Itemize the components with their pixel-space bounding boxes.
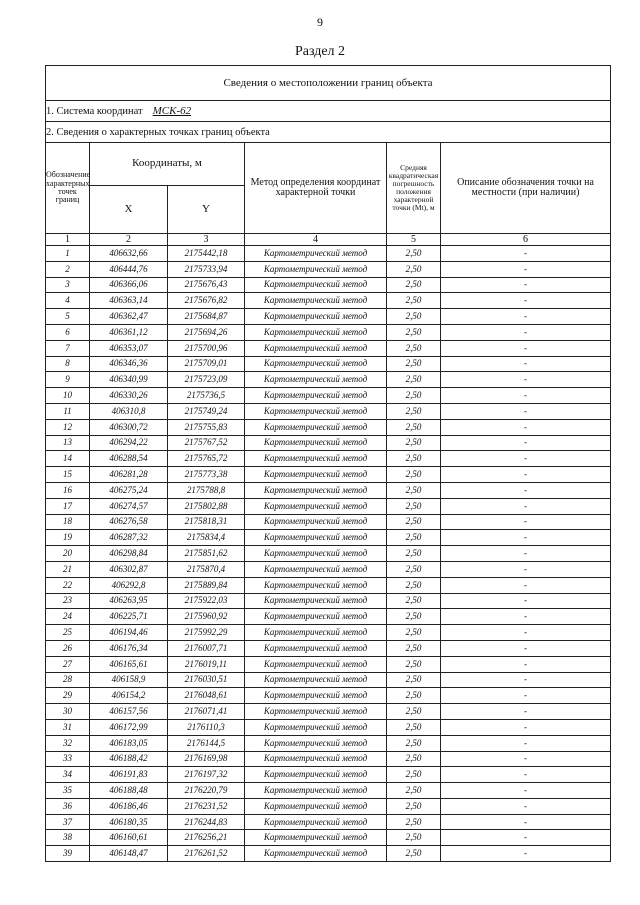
cell-coord-x: 406300,72 (90, 419, 168, 435)
cell-coord-x: 406444,76 (90, 261, 168, 277)
cell-coord-y: 2175767,52 (168, 435, 245, 451)
cell-description: - (441, 798, 611, 814)
cell-description: - (441, 261, 611, 277)
cell-coord-y: 2175755,83 (168, 419, 245, 435)
cell-point-number: 9 (46, 372, 90, 388)
cell-description: - (441, 309, 611, 325)
cell-point-number: 6 (46, 324, 90, 340)
cell-coord-y: 2175922,03 (168, 593, 245, 609)
cell-accuracy: 2,50 (387, 340, 441, 356)
table-row (46, 830, 611, 846)
cell-coord-x: 406346,36 (90, 356, 168, 372)
cell-description: - (441, 561, 611, 577)
cell-method: Картометрический метод (245, 688, 387, 704)
cell-point-number: 15 (46, 467, 90, 483)
cell-description: - (441, 293, 611, 309)
cell-point-number: 29 (46, 688, 90, 704)
table-row (46, 767, 611, 783)
cell-method: Картометрический метод (245, 435, 387, 451)
table-row (46, 324, 611, 340)
header-accuracy: Средняя квадратическая погрешность положения характерной точки (Mt), м (387, 143, 441, 234)
cell-method: Картометрический метод (245, 656, 387, 672)
cell-method: Картометрический метод (245, 561, 387, 577)
cell-description: - (441, 340, 611, 356)
cell-description: - (441, 482, 611, 498)
cell-method: Картометрический метод (245, 830, 387, 846)
cell-method: Картометрический метод (245, 498, 387, 514)
cell-coord-y: 2175802,88 (168, 498, 245, 514)
cell-coord-y: 2176048,61 (168, 688, 245, 704)
cell-description: - (441, 672, 611, 688)
cell-point-number: 20 (46, 546, 90, 562)
cell-method: Картометрический метод (245, 593, 387, 609)
cell-description: - (441, 498, 611, 514)
cell-description: - (441, 403, 611, 419)
cell-accuracy: 2,50 (387, 388, 441, 404)
cell-method: Картометрический метод (245, 356, 387, 372)
cell-coord-y: 2175442,18 (168, 246, 245, 262)
table-row (46, 561, 611, 577)
cell-coord-x: 406353,07 (90, 340, 168, 356)
cell-method: Картометрический метод (245, 419, 387, 435)
cell-method: Картометрический метод (245, 672, 387, 688)
cell-coord-x: 406148,47 (90, 846, 168, 862)
table-row (46, 261, 611, 277)
table-title: Сведения о местоположении границ объекта (46, 66, 611, 101)
cell-coord-x: 406188,42 (90, 751, 168, 767)
cell-coord-y: 2176231,52 (168, 798, 245, 814)
cell-method: Картометрический метод (245, 783, 387, 799)
cell-coord-y: 2176261,52 (168, 846, 245, 862)
cell-point-number: 16 (46, 482, 90, 498)
cell-accuracy: 2,50 (387, 688, 441, 704)
cell-point-number: 17 (46, 498, 90, 514)
cell-point-number: 21 (46, 561, 90, 577)
table-row (46, 688, 611, 704)
cell-description: - (441, 609, 611, 625)
cell-coord-x: 406310,8 (90, 403, 168, 419)
cell-description: - (441, 735, 611, 751)
cell-accuracy: 2,50 (387, 656, 441, 672)
cell-description: - (441, 704, 611, 720)
cell-point-number: 1 (46, 246, 90, 262)
cell-point-number: 30 (46, 704, 90, 720)
cell-accuracy: 2,50 (387, 246, 441, 262)
column-number: 1 (46, 234, 90, 246)
cell-coord-y: 2175733,94 (168, 261, 245, 277)
cell-coord-y: 2175676,43 (168, 277, 245, 293)
cell-method: Картометрический метод (245, 719, 387, 735)
cell-coord-y: 2175870,4 (168, 561, 245, 577)
cell-method: Картометрический метод (245, 246, 387, 262)
cell-accuracy: 2,50 (387, 798, 441, 814)
cell-accuracy: 2,50 (387, 593, 441, 609)
cell-coord-x: 406191,83 (90, 767, 168, 783)
page-number: 9 (317, 15, 323, 29)
cell-description: - (441, 372, 611, 388)
cell-description: - (441, 688, 611, 704)
column-number: 2 (90, 234, 168, 246)
cell-description: - (441, 451, 611, 467)
table-row (46, 451, 611, 467)
header-point-number: Обозначение характерных точек границ (46, 143, 90, 234)
table-row (46, 356, 611, 372)
cell-accuracy: 2,50 (387, 482, 441, 498)
cell-accuracy: 2,50 (387, 625, 441, 641)
cell-method: Картометрический метод (245, 451, 387, 467)
table-row (46, 309, 611, 325)
cell-point-number: 35 (46, 783, 90, 799)
cell-method: Картометрический метод (245, 388, 387, 404)
cell-coord-x: 406362,47 (90, 309, 168, 325)
cell-coord-y: 2176144,5 (168, 735, 245, 751)
header-x: X (90, 186, 168, 234)
table-row (46, 403, 611, 419)
cell-point-number: 3 (46, 277, 90, 293)
table-row (46, 751, 611, 767)
cell-description: - (441, 388, 611, 404)
cell-description: - (441, 277, 611, 293)
table-row (46, 514, 611, 530)
cell-method: Картометрический метод (245, 546, 387, 562)
cell-coord-x: 406275,24 (90, 482, 168, 498)
cell-accuracy: 2,50 (387, 293, 441, 309)
cell-accuracy: 2,50 (387, 324, 441, 340)
cell-method: Картометрический метод (245, 277, 387, 293)
cell-accuracy: 2,50 (387, 577, 441, 593)
cell-coord-x: 406154,2 (90, 688, 168, 704)
cell-point-number: 18 (46, 514, 90, 530)
cell-coord-y: 2175684,87 (168, 309, 245, 325)
cell-accuracy: 2,50 (387, 403, 441, 419)
cell-method: Картометрический метод (245, 403, 387, 419)
cell-coord-y: 2175709,01 (168, 356, 245, 372)
cell-point-number: 24 (46, 609, 90, 625)
cell-description: - (441, 467, 611, 483)
cell-method: Картометрический метод (245, 735, 387, 751)
cell-accuracy: 2,50 (387, 735, 441, 751)
cell-description: - (441, 846, 611, 862)
cell-description: - (441, 419, 611, 435)
header-description: Описание обозначения точки на местности (при наличии) (441, 143, 611, 234)
cell-accuracy: 2,50 (387, 609, 441, 625)
cell-accuracy: 2,50 (387, 704, 441, 720)
cell-point-number: 28 (46, 672, 90, 688)
cell-accuracy: 2,50 (387, 372, 441, 388)
cell-coord-y: 2175960,92 (168, 609, 245, 625)
cell-method: Картометрический метод (245, 467, 387, 483)
column-number: 4 (245, 234, 387, 246)
table-row (46, 609, 611, 625)
table-row (46, 435, 611, 451)
table-row (46, 467, 611, 483)
cell-accuracy: 2,50 (387, 846, 441, 862)
cell-coord-y: 2175765,72 (168, 451, 245, 467)
cell-description: - (441, 767, 611, 783)
cell-coord-y: 2175788,8 (168, 482, 245, 498)
cell-point-number: 11 (46, 403, 90, 419)
table-row (46, 530, 611, 546)
column-numbers-row (46, 234, 611, 246)
coord-system-value: МСК-62 (152, 105, 192, 117)
table-row (46, 577, 611, 593)
cell-point-number: 10 (46, 388, 90, 404)
table-row (46, 798, 611, 814)
cell-coord-y: 2175851,62 (168, 546, 245, 562)
cell-accuracy: 2,50 (387, 751, 441, 767)
cell-description: - (441, 719, 611, 735)
cell-accuracy: 2,50 (387, 435, 441, 451)
cell-point-number: 23 (46, 593, 90, 609)
cell-accuracy: 2,50 (387, 640, 441, 656)
cell-point-number: 5 (46, 309, 90, 325)
cell-accuracy: 2,50 (387, 530, 441, 546)
cell-method: Картометрический метод (245, 704, 387, 720)
column-number: 3 (168, 234, 245, 246)
cell-point-number: 38 (46, 830, 90, 846)
cell-accuracy: 2,50 (387, 356, 441, 372)
cell-coord-x: 406281,28 (90, 467, 168, 483)
table-row (46, 593, 611, 609)
table-row (46, 719, 611, 735)
cell-coord-x: 406276,58 (90, 514, 168, 530)
cell-point-number: 26 (46, 640, 90, 656)
cell-accuracy: 2,50 (387, 419, 441, 435)
cell-method: Картометрический метод (245, 814, 387, 830)
cell-method: Картометрический метод (245, 482, 387, 498)
table-row (46, 293, 611, 309)
cell-description: - (441, 814, 611, 830)
cell-accuracy: 2,50 (387, 514, 441, 530)
cell-method: Картометрический метод (245, 514, 387, 530)
cell-coord-y: 2175834,4 (168, 530, 245, 546)
table-row (46, 846, 611, 862)
cell-coord-x: 406302,87 (90, 561, 168, 577)
cell-point-number: 4 (46, 293, 90, 309)
cell-description: - (441, 577, 611, 593)
cell-coord-x: 406225,71 (90, 609, 168, 625)
cell-coord-y: 2175773,38 (168, 467, 245, 483)
cell-coord-y: 2176256,21 (168, 830, 245, 846)
cell-method: Картометрический метод (245, 261, 387, 277)
cell-accuracy: 2,50 (387, 830, 441, 846)
cell-point-number: 2 (46, 261, 90, 277)
cell-accuracy: 2,50 (387, 451, 441, 467)
table-row (46, 340, 611, 356)
cell-coord-y: 2175700,96 (168, 340, 245, 356)
cell-description: - (441, 435, 611, 451)
header-method: Метод определения координат характерной точки (245, 143, 387, 234)
cell-point-number: 32 (46, 735, 90, 751)
cell-coord-x: 406183,05 (90, 735, 168, 751)
cell-method: Картометрический метод (245, 609, 387, 625)
cell-coord-y: 2176019,11 (168, 656, 245, 672)
cell-point-number: 22 (46, 577, 90, 593)
cell-accuracy: 2,50 (387, 719, 441, 735)
cell-coord-y: 2175749,24 (168, 403, 245, 419)
cell-point-number: 19 (46, 530, 90, 546)
table-row (46, 735, 611, 751)
cell-description: - (441, 751, 611, 767)
cell-description: - (441, 830, 611, 846)
cell-coord-x: 406180,35 (90, 814, 168, 830)
cell-description: - (441, 530, 611, 546)
cell-coord-x: 406158,9 (90, 672, 168, 688)
cell-coord-x: 406186,46 (90, 798, 168, 814)
table-row (46, 388, 611, 404)
table-row (46, 640, 611, 656)
cell-description: - (441, 246, 611, 262)
cell-coord-x: 406294,22 (90, 435, 168, 451)
cell-point-number: 25 (46, 625, 90, 641)
coord-system-label: 1. Система координат (46, 106, 143, 117)
table-row (46, 783, 611, 799)
table-row (46, 814, 611, 830)
cell-coord-x: 406160,61 (90, 830, 168, 846)
cell-coord-x: 406298,84 (90, 546, 168, 562)
cell-point-number: 34 (46, 767, 90, 783)
cell-coord-x: 406274,57 (90, 498, 168, 514)
cell-accuracy: 2,50 (387, 767, 441, 783)
cell-method: Картометрический метод (245, 640, 387, 656)
cell-accuracy: 2,50 (387, 261, 441, 277)
cell-accuracy: 2,50 (387, 561, 441, 577)
table-row (46, 277, 611, 293)
cell-description: - (441, 356, 611, 372)
section-title: Раздел 2 (294, 44, 346, 59)
column-number: 5 (387, 234, 441, 246)
cell-point-number: 33 (46, 751, 90, 767)
cell-description: - (441, 514, 611, 530)
cell-coord-y: 2175736,5 (168, 388, 245, 404)
table-row (46, 672, 611, 688)
cell-coord-x: 406340,99 (90, 372, 168, 388)
cell-accuracy: 2,50 (387, 277, 441, 293)
cell-point-number: 27 (46, 656, 90, 672)
cell-description: - (441, 546, 611, 562)
cell-description: - (441, 640, 611, 656)
cell-point-number: 36 (46, 798, 90, 814)
cell-coord-y: 2175694,26 (168, 324, 245, 340)
cell-coord-x: 406330,26 (90, 388, 168, 404)
cell-description: - (441, 593, 611, 609)
cell-point-number: 14 (46, 451, 90, 467)
cell-coord-x: 406361,12 (90, 324, 168, 340)
header-coordinates: Координаты, м (90, 143, 245, 186)
cell-point-number: 12 (46, 419, 90, 435)
cell-method: Картометрический метод (245, 530, 387, 546)
cell-coord-x: 406165,61 (90, 656, 168, 672)
table-row (46, 372, 611, 388)
cell-method: Картометрический метод (245, 324, 387, 340)
header-y: Y (168, 186, 245, 234)
table-row (46, 482, 611, 498)
cell-coord-x: 406292,8 (90, 577, 168, 593)
table-row (46, 419, 611, 435)
cell-point-number: 7 (46, 340, 90, 356)
cell-coord-x: 406363,14 (90, 293, 168, 309)
cell-coord-x: 406632,66 (90, 246, 168, 262)
cell-method: Картометрический метод (245, 340, 387, 356)
cell-point-number: 37 (46, 814, 90, 830)
cell-coord-x: 406287,32 (90, 530, 168, 546)
cell-coord-y: 2175818,31 (168, 514, 245, 530)
cell-method: Картометрический метод (245, 625, 387, 641)
cell-method: Картометрический метод (245, 309, 387, 325)
table-row (46, 656, 611, 672)
cell-coord-y: 2176110,3 (168, 719, 245, 735)
cell-accuracy: 2,50 (387, 309, 441, 325)
cell-coord-y: 2176244,83 (168, 814, 245, 830)
cell-coord-y: 2175723,09 (168, 372, 245, 388)
cell-accuracy: 2,50 (387, 467, 441, 483)
cell-point-number: 8 (46, 356, 90, 372)
cell-coord-y: 2176071,41 (168, 704, 245, 720)
table-row (46, 704, 611, 720)
cell-method: Картометрический метод (245, 767, 387, 783)
cell-method: Картометрический метод (245, 846, 387, 862)
cell-point-number: 39 (46, 846, 90, 862)
cell-description: - (441, 324, 611, 340)
column-number: 6 (441, 234, 611, 246)
cell-coord-y: 2175992,29 (168, 625, 245, 641)
cell-accuracy: 2,50 (387, 498, 441, 514)
points-section-label: 2. Сведения о характерных точках границ объекта (46, 122, 611, 143)
cell-method: Картометрический метод (245, 577, 387, 593)
cell-coord-y: 2176030,51 (168, 672, 245, 688)
table-row (46, 546, 611, 562)
cell-point-number: 31 (46, 719, 90, 735)
cell-coord-y: 2176220,79 (168, 783, 245, 799)
cell-method: Картометрический метод (245, 293, 387, 309)
cell-method: Картометрический метод (245, 751, 387, 767)
cell-coord-x: 406188,48 (90, 783, 168, 799)
table-row (46, 498, 611, 514)
table-row (46, 246, 611, 262)
cell-coord-x: 406157,56 (90, 704, 168, 720)
cell-description: - (441, 625, 611, 641)
cell-method: Картометрический метод (245, 372, 387, 388)
cell-accuracy: 2,50 (387, 814, 441, 830)
cell-coord-y: 2176007,71 (168, 640, 245, 656)
cell-accuracy: 2,50 (387, 672, 441, 688)
cell-description: - (441, 656, 611, 672)
cell-coord-y: 2175889,84 (168, 577, 245, 593)
cell-coord-x: 406176,34 (90, 640, 168, 656)
cell-accuracy: 2,50 (387, 783, 441, 799)
coord-system-row (46, 101, 611, 122)
cell-method: Картометрический метод (245, 798, 387, 814)
table-row (46, 625, 611, 641)
cell-coord-x: 406263,95 (90, 593, 168, 609)
cell-point-number: 13 (46, 435, 90, 451)
cell-coord-x: 406194,46 (90, 625, 168, 641)
cell-coord-x: 406366,06 (90, 277, 168, 293)
cell-coord-x: 406172,99 (90, 719, 168, 735)
cell-accuracy: 2,50 (387, 546, 441, 562)
cell-coord-y: 2176197,32 (168, 767, 245, 783)
boundary-points-table (45, 65, 611, 862)
cell-coord-x: 406288,54 (90, 451, 168, 467)
cell-description: - (441, 783, 611, 799)
cell-coord-y: 2176169,98 (168, 751, 245, 767)
cell-coord-y: 2175676,82 (168, 293, 245, 309)
